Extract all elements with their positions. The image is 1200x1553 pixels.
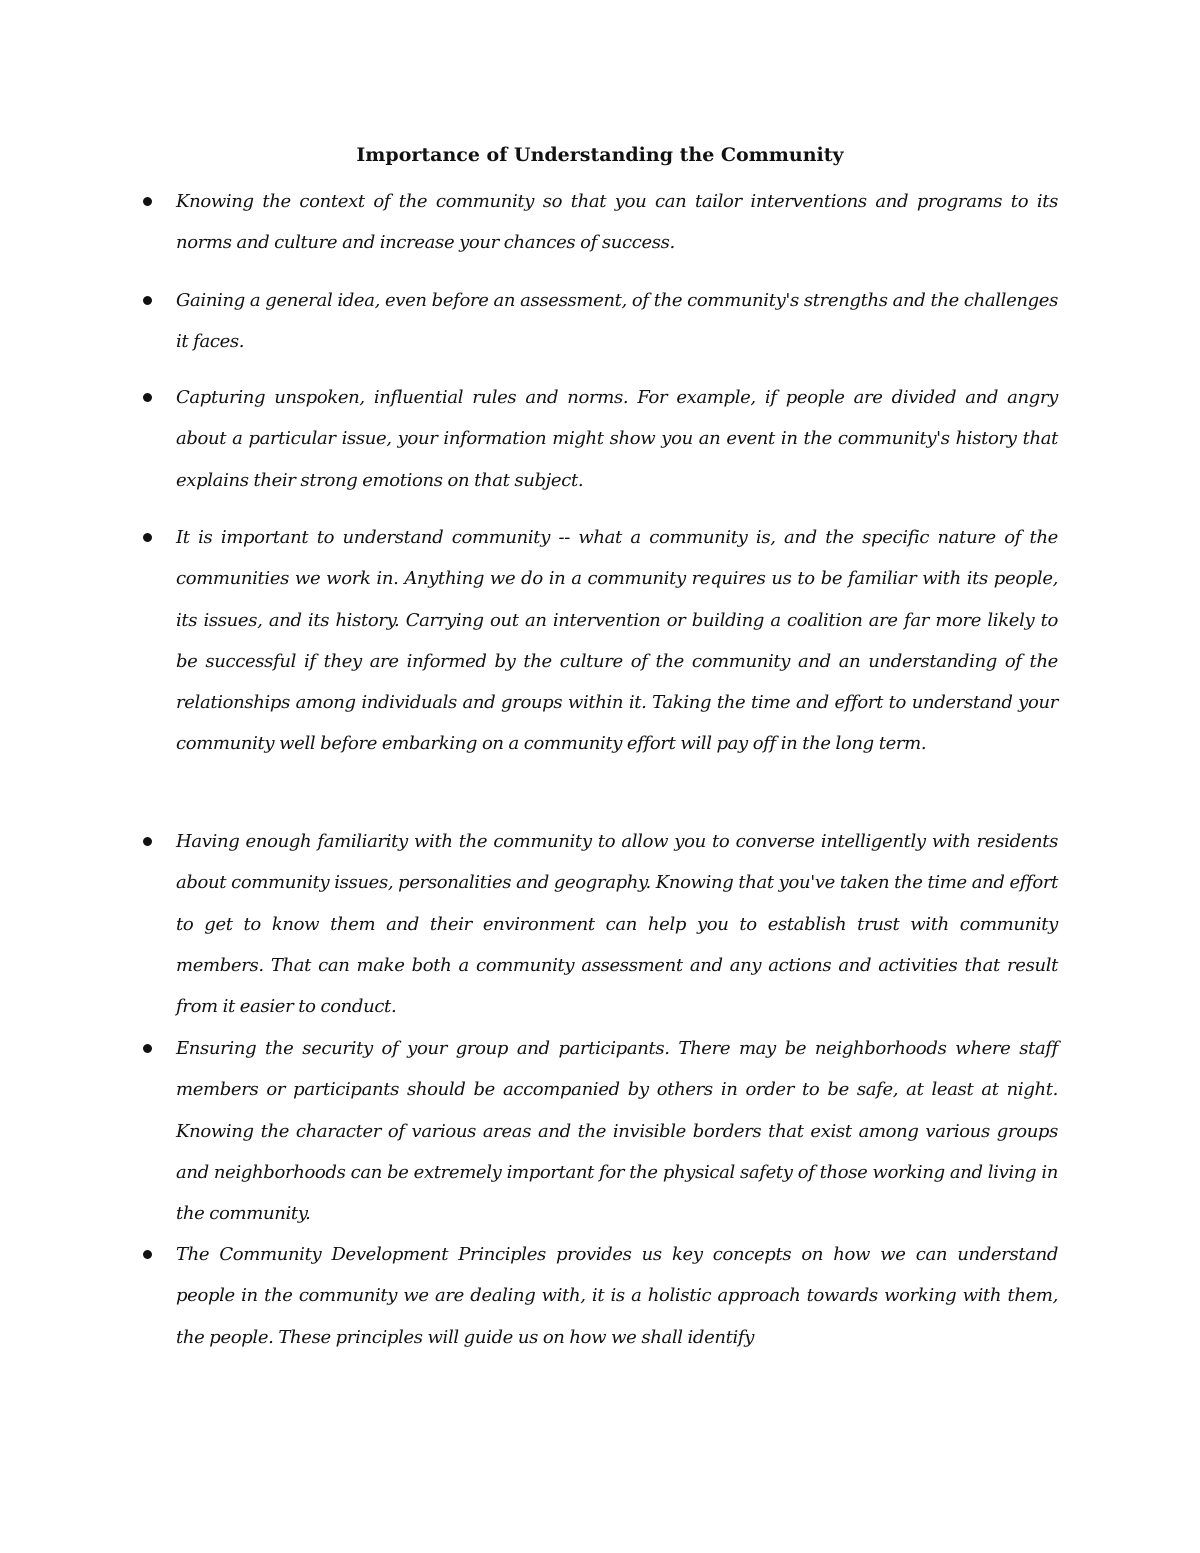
bullet-icon (143, 1044, 152, 1053)
list-item-text: Gaining a general idea, even before an assessment, of the community's strengths and the challenges it faces. (176, 290, 1058, 353)
page-title: Importance of Understanding the Community (356, 144, 844, 166)
list-item (176, 1234, 1058, 1358)
bullet-icon (143, 296, 152, 305)
list-item-text: It is important to understand community -- what a community is, and the specific nature of the communities we work in. Anything we do in a community requires us to be familiar with its people, its issues, and its history. Carrying out an intervention or building a coalition are far more likely to be successful if they are informed by the culture of the community and an understanding of the relationships among individuals and groups within it. Taking the time and effort to understand your community well before embarking on a community effort will pay off in the long term. (176, 527, 1058, 755)
list-item-text: Capturing unspoken, influential rules and norms. For example, if people are divided and angry about a particular issue, your information might show you an event in the community's history that explains their strong emotions on that subject. (176, 387, 1058, 491)
bullet-icon (143, 393, 152, 402)
list-item-text: Knowing the context of the community so that you can tailor interventions and programs to its norms and culture and increase your chances of success. (176, 191, 1058, 254)
list-item (176, 280, 1058, 363)
list-item (176, 821, 1058, 1027)
list-item (176, 517, 1058, 765)
bullet-icon (143, 533, 152, 542)
bullet-icon (143, 197, 152, 206)
list-item (176, 1028, 1058, 1234)
list-item-text: Having enough familiarity with the community to allow you to converse intelligently with residents about community issues, personalities and geography. Knowing that you've taken the time and effort to get to know them and their environment can help you to establish trust with community members. That can make both a community assessment and any actions and activities that result from it easier to conduct. (176, 831, 1058, 1018)
list-item-text: The Community Development Principles provides us key concepts on how we can understand people in the community we are dealing with, it is a holistic approach towards working with them, the people. These principles will guide us on how we shall identify (176, 1244, 1058, 1348)
list-item (176, 181, 1058, 264)
bullet-icon (143, 1250, 152, 1259)
bullet-icon (143, 837, 152, 846)
list-item (176, 377, 1058, 501)
list-item-text: Ensuring the security of your group and participants. There may be neighborhoods where staff members or participants should be accompanied by others in order to be safe, at least at night. Knowing the character of various areas and the invisible borders that exist among various groups and neighborhoods can be extremely important for the physical safety of those working and living in the community. (176, 1038, 1058, 1225)
